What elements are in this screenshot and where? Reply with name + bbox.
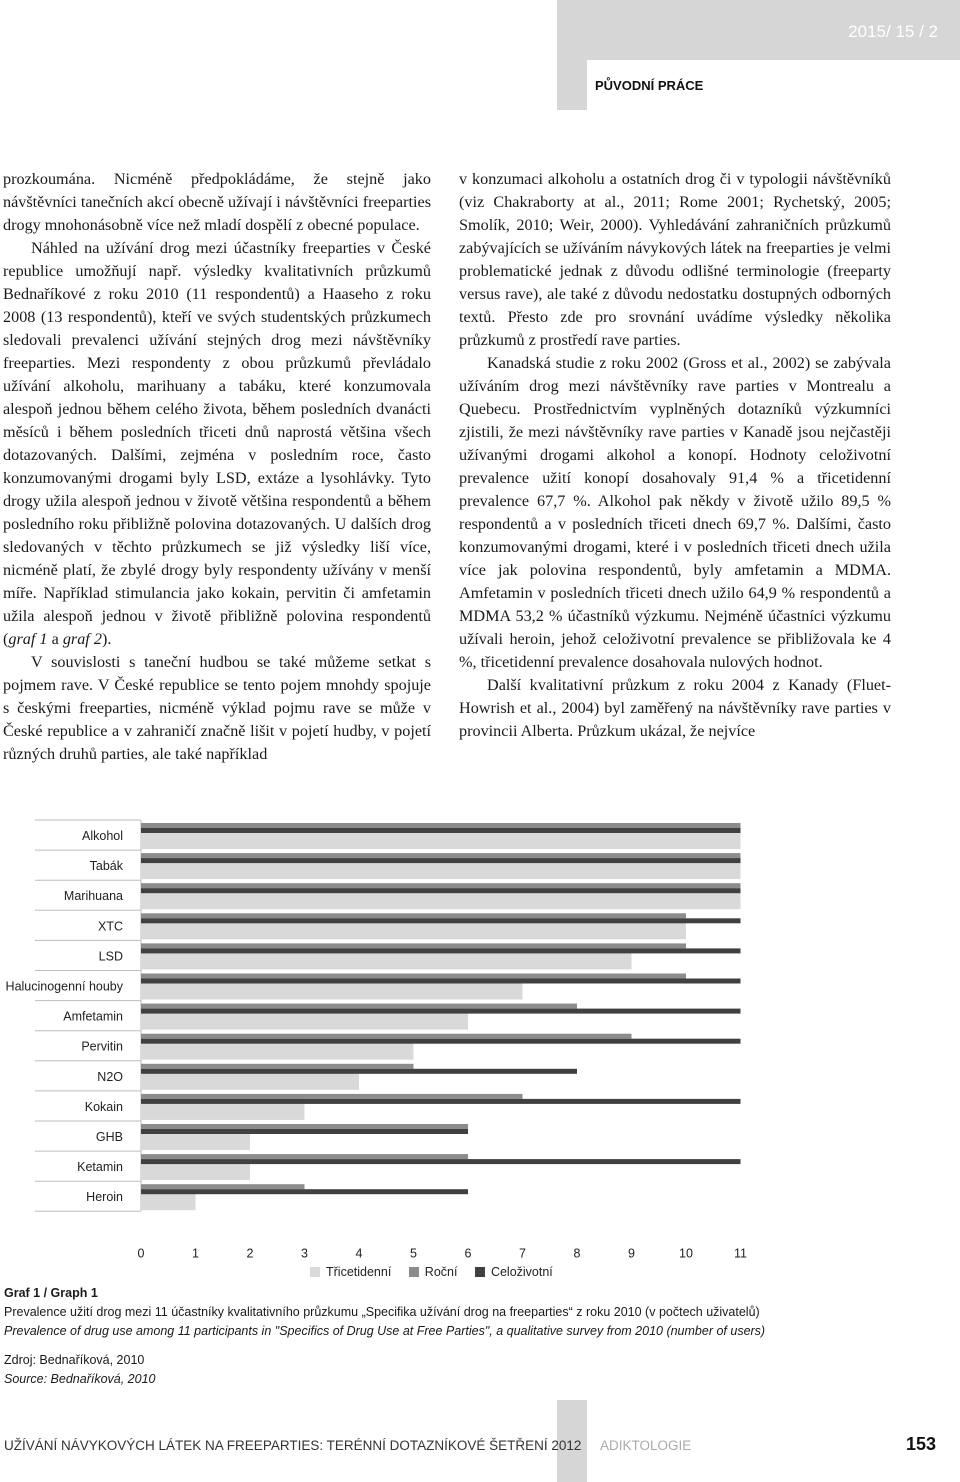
legend-swatch-lifetime: [475, 1267, 485, 1277]
graph-ref-1: graf 1: [8, 630, 48, 648]
left-paragraph-1: prozkoumána. Nicméně předpokládáme, že stejně jako návštěvníci tanečních akcí obecně užívají i návštěvníci freeparties drogy mnohonásobně více než mladí dospělí z obecné populace.: [3, 170, 431, 234]
legend-swatch-30day: [310, 1267, 320, 1277]
category-label: Alkohol: [82, 829, 123, 843]
category-label: XTC: [98, 919, 123, 934]
caption-source-english: Source: Bednaříková, 2010: [4, 1372, 156, 1386]
bar-chart-svg: [0, 800, 960, 1260]
bar-annual: [141, 1094, 523, 1099]
category-label: Tabák: [89, 859, 123, 874]
legend-swatch-annual: [409, 1267, 419, 1277]
x-tick-label: 11: [734, 1246, 747, 1260]
bar-annual: [141, 1124, 468, 1129]
x-tick-label: 0: [137, 1246, 145, 1260]
bar-annual: [141, 1034, 632, 1039]
bar-lifetime: [141, 1129, 468, 1134]
bar-lifetime: [141, 1009, 741, 1014]
x-tick-label: 8: [573, 1246, 581, 1260]
left-column: [3, 168, 431, 766]
x-tick-label: 3: [301, 1246, 308, 1260]
bar-lifetime: [141, 979, 741, 984]
legend-item-30day: Třicetidenní: [310, 1265, 391, 1279]
bar-lifetime: [141, 1069, 577, 1074]
bar-lifetime: [141, 1099, 741, 1104]
caption-title: Graf 1 / Graph 1: [4, 1286, 98, 1300]
left-paragraph-2: Náhled na užívání drog mezi účastníky freeparties v České republice umožňují např. výsledky kvalitativních průzkumů Bednaříkové z roku 2010 (11 respondentů) a Haaseho z roku 2008 (13 respondentů), kteří ve svých studentských průzkumech sledovali prevalenci užívání stejných drog mezi návštěvníky freeparties. Mezi respondenty z obou průzkumů převládalo užívání alkoholu, marihuany a tabáku, které konzumovala alespoň jednou během celého života, během posledních dvanácti měsíců i během posledních třiceti dnů naprostá většina všech dotazovaných. Dalšími, zejména v posledním roce, často konzumovanými drogami byly LSD, extáze a lysohlávky. Tyto drogy užila alespoň jednou v životě většina respondentů a během posledního roku přibližně polovina dotazovaných. U dalších drog sledovaných v těchto průzkumech se již výsledky liší více, nicméně platí, že zbylé drogy byly respondenty užívány v menší míře. Například stimulancia jako kokain, pervitin či amfetamin užila alespoň jednou v životě přibližně polovina respondentů (graf 1 a graf 2).: [3, 239, 431, 648]
x-tick-label: 1: [192, 1246, 199, 1260]
category-label: Pervitin: [81, 1039, 123, 1054]
right-column: [459, 168, 891, 743]
bar-annual: [141, 1154, 468, 1159]
x-tick-label: 4: [355, 1246, 363, 1260]
running-title: UŽÍVÁNÍ NÁVYKOVÝCH LÁTEK NA FREEPARTIES: TERÉNNÍ DOTAZNÍKOVÉ ŠETŘENÍ 2012: [4, 1438, 582, 1453]
category-label: Amfetamin: [63, 1009, 123, 1024]
bar-annual: [141, 943, 686, 948]
x-tick-label: 10: [679, 1246, 693, 1260]
figure-caption: [4, 1284, 954, 1389]
left-paragraph-3: V souvislosti s taneční hudbou se také můžeme setkat s pojmem rave. V České republice se tento pojem mnohdy spojuje s českými freeparties, nicméně výklad pojmu rave se může v České republice a v zahraničí značně lišit v pojetí hudby, v pojetí různých druhů parties, ale také například: [3, 653, 431, 763]
bar-lifetime: [141, 1189, 468, 1194]
bar-annual: [141, 1064, 414, 1069]
section-label: PŮVODNÍ PRÁCE: [595, 78, 704, 93]
category-label: N2O: [97, 1069, 123, 1084]
bar-lifetime: [141, 948, 741, 953]
chart-legend: [310, 1265, 567, 1279]
bar-annual: [141, 853, 741, 858]
category-label: Ketamin: [77, 1160, 123, 1175]
caption-czech: Prevalence užití drog mezi 11 účastníky kvalitativního průzkumu „Specifika užívání drog na freeparties“ z roku 2010 (v počtech uživatelů): [4, 1305, 760, 1319]
category-label: GHB: [95, 1130, 123, 1144]
issue-number: 2015/ 15 / 2: [848, 22, 938, 41]
category-label: Kokain: [84, 1099, 123, 1114]
right-paragraph-1: v konzumaci alkoholu a ostatních drog či v typologii návštěvníků (viz Chakraborty at al., 2011; Rome 2001; Rychetský, 2005; Smolík, 2010; Weir, 2000). Vyhledávání zahraničních průzkumů zabývajících se užíváním návykových látek na freeparties je velmi problematické jednak z důvodu odlišné terminologie (freeparty versus rave), ale také z důvodu nedostatku dostupných odborných textů. Přesto zde pro srovnání uvádíme výsledky několika průzkumů z prostředí rave parties.: [459, 170, 891, 349]
bar-annual: [141, 883, 741, 888]
x-tick-label: 7: [519, 1246, 526, 1260]
bar-annual: [141, 913, 686, 918]
caption-english: Prevalence of drug use among 11 participants in "Specifics of Drug Use at Free Parties", a qualitative survey from 2010 (number of users): [4, 1324, 766, 1338]
x-tick-label: 9: [628, 1246, 635, 1260]
bar-annual: [141, 974, 686, 979]
category-label: Heroin: [86, 1190, 123, 1205]
journal-name: ADIKTOLOGIE: [600, 1438, 692, 1453]
bar-chart: [0, 800, 960, 1280]
bar-annual: [141, 823, 741, 828]
bar-lifetime: [141, 918, 741, 923]
x-tick-label: 5: [410, 1246, 417, 1260]
right-paragraph-2: Kanadská studie z roku 2002 (Gross et al., 2002) se zabývala užíváním drog mezi návštěvníky rave parties v Montrealu a Quebecu. Prostřednictvím vyplněných dotazníků výzkumníci zjistili, že mezi návštěvníky rave parties v Kanadě jsou nejčastěji užívanými drogami alkohol a konopí. Hodnoty celoživotní prevalence užití konopí dosahovaly 91,4 % a třicetidenní prevalence 67,7 %. Alkohol pak někdy v životě užilo 89,5 % respondentů a v posledních třiceti dnech 69,7 %. Dalšími, často konzumovanými drogami, které i v posledních třiceti dnech užila více jak polovina respondentů, byly amfetamin a MDMA. Amfetamin v posledních třiceti dnech užilo 64,9 % respondentů a MDMA 53,2 % účastníků výzkumu. Nejméně účastníci výzkumu užívali heroin, jehož celoživotní prevalence se přibližovala ke 4 %, třicetidenní prevalence dosahovala nulových hodnot.: [459, 354, 891, 671]
legend-item-lifetime: Celoživotní: [475, 1265, 553, 1279]
bar-lifetime: [141, 858, 741, 863]
legend-item-annual: Roční: [409, 1265, 458, 1279]
x-tick-label: 2: [246, 1246, 254, 1260]
graph-ref-2: graf 2: [62, 630, 102, 648]
right-paragraph-3: Další kvalitativní průzkum z roku 2004 z Kanady (Fluet-Howrish et al., 2004) byl zaměřený na návštěvníky rave parties v provincii Alberta. Průzkum ukázal, že nejvíce: [459, 676, 891, 740]
bar-lifetime: [141, 1039, 741, 1044]
x-tick-label: 6: [464, 1246, 472, 1260]
category-label: Marihuana: [63, 889, 123, 904]
page-number: 153: [905, 1434, 936, 1454]
bar-annual: [141, 1004, 577, 1009]
caption-source-czech: Zdroj: Bednaříková, 2010: [4, 1353, 145, 1367]
bar-lifetime: [141, 888, 741, 893]
bar-lifetime: [141, 828, 741, 833]
bar-annual: [141, 1184, 305, 1189]
bar-lifetime: [141, 1159, 741, 1164]
category-label: LSD: [98, 949, 123, 964]
category-label: Halucinogenní houby: [5, 979, 123, 994]
